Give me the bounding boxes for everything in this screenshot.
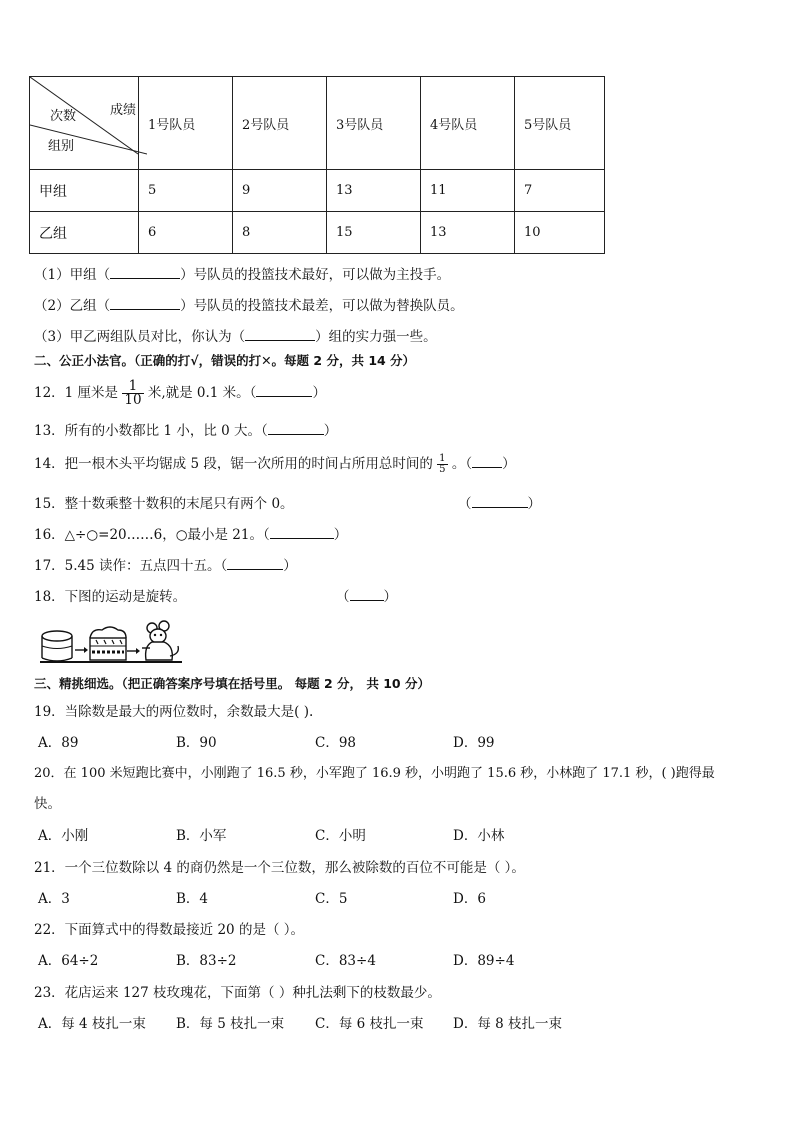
question-23-stem: 23．花店运来 127 枝玫瑰花，下面第（ ）种扎法剩下的枝数最少。: [34, 985, 441, 1001]
question-18: 18．下图的运动是旋转。: [34, 589, 187, 605]
cake-icon: [42, 631, 72, 661]
option-c[interactable]: C．小明: [315, 828, 366, 844]
table-cell: 5: [139, 170, 233, 212]
table-cell: 15: [327, 212, 421, 254]
option-b[interactable]: B．83÷2: [176, 953, 237, 969]
option-c[interactable]: C．每 6 枝扎一束: [315, 1016, 424, 1032]
question-12: 12．1 厘米是 $\frac{1}{10}$ 米,就是 0.1 米。（ ）: [34, 377, 326, 408]
answer-blank[interactable]: [227, 557, 283, 570]
question-18-answer: （ ）: [336, 589, 397, 605]
question-14: 14．把一根木头平均锯成 5 段，锯一次所用的时间占所用总时间的 $\frac{1}{5}$ 。（ ）: [34, 453, 516, 475]
question-17: 17．5.45 读作：五点四十五。（ ）: [34, 558, 297, 574]
table-cell: 13: [327, 170, 421, 212]
column-header: 4号队员: [421, 77, 515, 170]
question-15: 15．整十数乘整十数积的末尾只有两个 0。: [34, 496, 294, 512]
fraction: $\frac{1}{10}$: [124, 377, 142, 408]
decorated-cake-icon: [90, 627, 126, 660]
motion-illustration: [40, 618, 185, 664]
table-cell: 10: [515, 212, 605, 254]
column-header: 2号队员: [233, 77, 327, 170]
answer-blank[interactable]: [268, 422, 324, 435]
answer-blank[interactable]: [256, 384, 312, 397]
question-15-answer: （ ）: [458, 496, 541, 512]
table-cell: 9: [233, 170, 327, 212]
table-cell: 7: [515, 170, 605, 212]
q11-part2: （2）乙组（ ）号队员的投篮技术最差，可以做为替换队员。: [34, 298, 464, 314]
table-cell: 6: [139, 212, 233, 254]
option-d[interactable]: D．小林: [453, 828, 505, 844]
answer-blank[interactable]: [270, 526, 334, 539]
section-2-title: 二、公正小法官。（正确的打√，错误的打✕。每题 2 分，共 14 分）: [34, 353, 416, 368]
answer-blank[interactable]: [472, 495, 528, 508]
table-cell: 13: [421, 212, 515, 254]
option-a[interactable]: A．89: [38, 735, 79, 751]
section-3-title: 三、精挑细选。（把正确答案序号填在括号里。 每题 2 分， 共 10 分）: [34, 676, 430, 691]
table-row: [30, 212, 605, 254]
option-d[interactable]: D．每 8 枝扎一束: [453, 1016, 562, 1032]
question-22-stem: 22．下面算式中的得数最接近 20 的是（ ）。: [34, 922, 304, 938]
option-d[interactable]: D．89÷4: [453, 953, 515, 969]
option-b[interactable]: B．小军: [176, 828, 227, 844]
option-d[interactable]: D．6: [453, 891, 486, 907]
mouse-icon: [142, 621, 178, 660]
question-20-stem: 20．在 100 米短跑比赛中，小刚跑了 16.5 秒，小军跑了 16.9 秒，小明跑了 15.6 秒，小林跑了 17.1 秒，( )跑得最: [34, 766, 715, 781]
header-group-label: 组别: [48, 139, 75, 154]
column-header: 3号队员: [327, 77, 421, 170]
question-21-stem: 21．一个三位数除以 4 的商仍然是一个三位数，那么被除数的百位不可能是（ ）。: [34, 860, 525, 876]
option-b[interactable]: B．每 5 枝扎一束: [176, 1016, 285, 1032]
question-13: 13．所有的小数都比 1 小，比 0 大。（ ）: [34, 423, 338, 439]
score-table: [29, 76, 605, 254]
table-row: [30, 170, 605, 212]
q11-part1: （1）甲组（ ）号队员的投篮技术最好，可以做为主投手。: [34, 267, 451, 283]
fraction: $\frac{1}{5}$: [439, 453, 446, 475]
option-b[interactable]: B．4: [176, 891, 209, 907]
question-16: 16．△÷○=20……6，○最小是 21。（ ）: [34, 527, 348, 543]
column-header: 1号队员: [139, 77, 233, 170]
option-b[interactable]: B．90: [176, 735, 217, 751]
row-label: 甲组: [30, 170, 139, 212]
table-cell: 11: [421, 170, 515, 212]
header-count-label: 次数: [50, 109, 77, 124]
column-header: 5号队员: [515, 77, 605, 170]
option-a[interactable]: A．小刚: [38, 828, 89, 844]
option-a[interactable]: A．每 4 枝扎一束: [38, 1016, 146, 1032]
q11-part3: （3）甲乙两组队员对比，你认为（ ）组的实力强一些。: [34, 329, 437, 345]
answer-blank[interactable]: [110, 297, 180, 310]
answer-blank[interactable]: [110, 266, 180, 279]
table-cell: 8: [233, 212, 327, 254]
option-a[interactable]: A．64÷2: [38, 953, 99, 969]
option-c[interactable]: C．5: [315, 891, 348, 907]
answer-blank[interactable]: [472, 455, 502, 468]
option-a[interactable]: A．3: [38, 891, 70, 907]
answer-blank[interactable]: [350, 588, 384, 601]
diagonal-lines: [30, 77, 147, 169]
row-label: 乙组: [30, 212, 139, 254]
option-c[interactable]: C．83÷4: [315, 953, 376, 969]
answer-blank[interactable]: [245, 328, 315, 341]
header-score-label: 成绩: [110, 103, 137, 118]
question-19-stem: 19．当除数是最大的两位数时，余数最大是( ).: [34, 704, 314, 720]
option-c[interactable]: C．98: [315, 735, 357, 751]
question-20-stem-cont: 快。: [34, 796, 61, 812]
diagonal-header-cell: [30, 77, 139, 170]
option-d[interactable]: D．99: [453, 735, 495, 751]
